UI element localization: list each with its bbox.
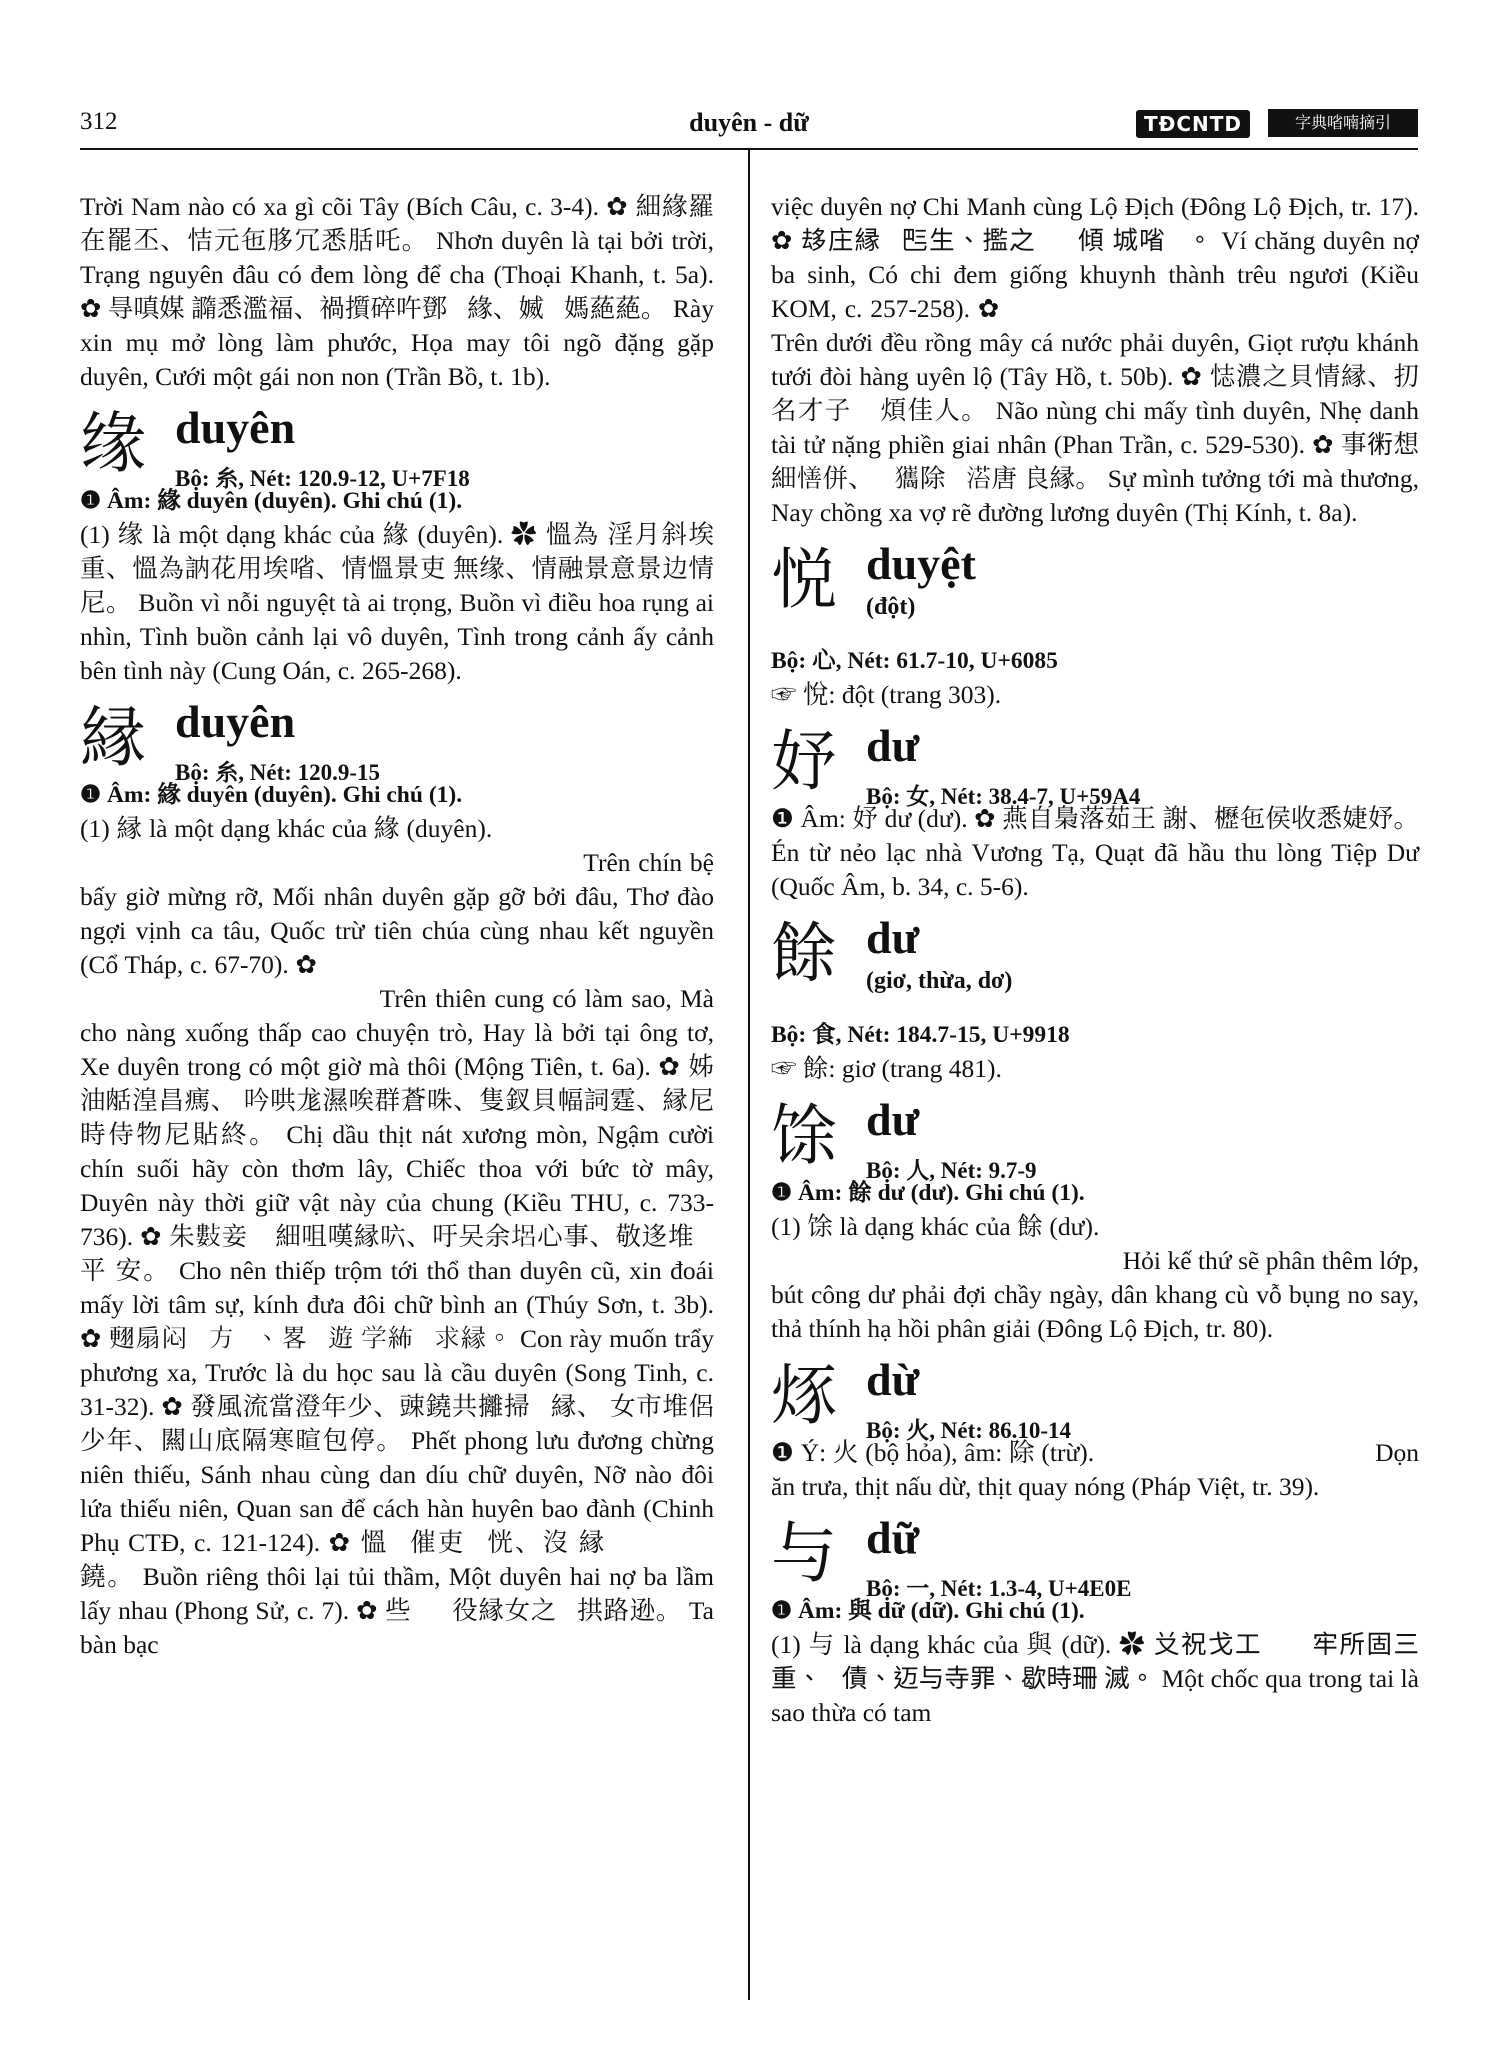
headword-character: 縁 [80,699,146,776]
left-column [80,190,714,1662]
headword: duyên [175,402,296,453]
cross-reference: ☞ 餘: giơ (trang 481). [771,1054,1002,1083]
headword-character: 烼 [771,1357,837,1434]
pronunciation-line: ❶ Âm: 餘 dư (dư). Ghi chú (1). [771,1180,1085,1206]
headword: dữ [866,1512,920,1563]
page-header [80,108,1418,144]
headword-character: 妤 [771,723,837,800]
entry-body: ❶ Ý: 火 (bộ hỏa), âm: 除 (trừ). ✿ 𢵯咹𣇞、𦧘焒烼、𦧘焠濃。 Dọn ăn trưa, thịt nấu dừ, thịt quay nóng (Pháp Việt, tr. 39). [771,1438,1419,1501]
radical-info: Bộ: 人, Nét: 9.7-9 [866,1158,1037,1183]
entry-body: ❶ Âm: 妤 dư (dư). ✿ 燕自梟落茹王 謝、櫪㐌侯收悉婕妤。 Én từ nẻo lạc nhà Vương Tạ, Quạt đã hầu thu lòng Tiệp Dư (Quốc Âm, b. 34, c. 5-6). [771,804,1419,901]
publisher-logo: TĐCNTD [1136,110,1250,138]
entry-body: (1) 馀 là dạng khác của 餘 (dư). ✿ 𡃍継次𠊛分 添垃、筆公馀沛待𠃅𢮿、民康衢撫膝飯醛、 且咱下𡃍分解。 Hỏi kế thứ sẽ phân thêm lớp, bút công dư phải đợi chầy ngày, dân khang cù vỗ bụng no say, thả thính hạ hồi phân giải (Đông Lộ Địch, tr. 80). [771,1212,1419,1343]
pronunciation-line: ❶ Âm: 緣 duyên (duyên). Ghi chú (1). [80,488,463,514]
entry-head [771,1354,1419,1443]
headword: dư [866,912,920,963]
headword-character: 与 [771,1515,837,1592]
entry-head [771,914,1419,1018]
headword-variant: (giơ, thừa, dơ) [866,968,1013,994]
radical-info: Bộ: 食, Nét: 184.7-15, U+9918 [771,1022,1070,1048]
running-title: duyên - dữ [689,108,809,137]
entry-head [771,720,1419,809]
page-number: 312 [80,108,118,135]
continued-text: việc duyên nợ Chi Manh cùng Lộ Địch (Đông Lộ Địch, tr. 17). ✿ 𠫾庄縁𡢐𠀧生、㩜之𢬣𢲨傾 城㗂𩂏。 Ví chăng duyên nợ ba sinh, Có chi đem giống khuynh thành trêu ngươi (Kiều KOM, c. 257-258). ✿ 𨖅𣎃調𥋏𨔍𨅸渃沛縁、湥醖慶洒隊 行鴛鷺。 Trên dưới đều rồng mây cá nước phải duyên, Giọt rượu khánh tưới đòi hàng uyên lộ (Tây Hồ, t. 50b). ✿ 𢙺濃之貝情縁、㧅名才子 𥖑煩佳人。 Não nùng chi mấy tình duyên, Nhẹ danh tài tử nặng phiền giai nhân (Phan Trần, c. 529-530). ✿ 事𧗱想細𢢆併、𤷱𤣑除𡞕𣹓唐 良縁。 Sự mình tưởng tới mà thương, Nay chồng xa vợ rẽ đường lương duyên (Thị Kính, t. 8a). [771,192,1419,527]
headword: dư [866,1094,920,1145]
entry-body: (1) 缘 là một dạng khác của 緣 (duyên). ✿ 慍為 淫月斜埃重、慍為訥花用埃㗂、情慍景吏 無缘、情融景意景边情尼。 Buồn vì nỗi nguyệt tà ai trọng, Buồn vì điều hoa rụng ai nhìn, Tình buồn cảnh lại vô duyên, Tình trong cảnh ấy cảnh bên tình này (Cung Oán, c. 265-268). [80,520,714,685]
pronunciation-line: ❶ Âm: 與 dữ (dữ). Ghi chú (1). [771,1598,1085,1624]
headword-character: 悦 [771,541,837,618]
continued-text: Trời Nam nào có xa gì cõi Tây (Bích Câu, c. 3-4). ✿ 細緣羅在罷丕、恄元㐌䏧冗悉䏦吒。 Nhơn duyên là tại bởi trời, Trạng nguyên đâu có đem lòng để cha (Thoại Khanh, t. 5a). ✿ 㝵嗔媒 䜏悉濫福、禍㩫碎吘鄧𨀈緣、媙𡤔媽蕝蕝。 Rày xin mụ mở lòng làm phước, Họa may tôi ngõ đặng gặp duyên, Cưới một gái non non (Trần Bồ, t. 1b). [80,192,714,391]
radical-info: Bộ: 糸, Nét: 120.9-15 [175,760,381,785]
entry-head [80,402,714,491]
headword-character: 餘 [771,915,837,992]
radical-info: Bộ: 一, Nét: 1.3-4, U+4E0E [866,1576,1132,1601]
entry-body: (1) 縁 là một dạng khác của 緣 (duyên). ✿ 𨖅尨 陛閉除恩吕、㛪姻縁及擇黜兊、詩桃㖀咏 歌奏、國儲仙主共鐃结願。 Trên chín bệ bấy giờ mừng rỡ, Mối nhân duyên gặp gỡ bởi đâu, Thơ đào ngợi vịnh ca tâu, Quốc trừ tiên chúa cùng nhau kết nguyền (Cổ Tháp, c. 67-70). ✿ 𨖅天宫 固𡗋牢。麻朱娘毫陼高傳啊、能罒黜在翁 絲、車縁中固𠀧𣉹麻催。 Trên thiên cung có làm sao, Mà cho nàng xuống thấp cao chuyện trò, Hay là bởi tại ông tơ, Xe duyên trong có một giờ mà thôi (Mộng Tiên, t. 6a). ✿ 姊油𦧘湟昌㾺、 吟哄尨濕唉群蒼咮、隻釵貝幅詞霆、縁尼 時侍物尼貼終。 Chị dầu thịt nát xương mòn, Ngậm cười chín suối hãy còn thơm lây, Chiếc thoa với bức tờ mây, Duyên này thời giữ vật này của chung (Kiều THU, c. 733-736). ✿ 朱𢿘妾𣻆 細咀嘆縁𠯿、吁㕦余𡋿心事、敬迻堆𥪝平 安。 Cho nên thiếp trộm tới thổ than duyên cũ, xin đoái mấy lời tâm sự, kính đưa đôi chữ bình an (Thúy Sơn, t. 3b). ✿ 𦑃扇闷𠹾方𨖲、畧𦋦遊 学𥿠𦋦求縁。 Con rày muốn trẩy phương xa, Trước là du học sau là cầu duyên (Song Tinh, c. 31-32). ✿ 發風流當澄年少、䜹鐃共攡掃𥪝縁、 女市堆侶少年、闗山底隔寒暄包停。 Phết phong lưu đương chừng niên thiếu, Sánh nhau cùng dan díu chữ duyên, Nỡ nào đôi lứa thiếu niên, Quan san để cách hàn huyên bao đành (Chinh Phụ CTĐ, c. 121-124). ✿ 慍𥙩催吏𢣂恍、沒 縁𠄩𡢐𠀧𣑳𢭂鐃。 Buồn riêng thôi lại tủi thầm, Một duyên hai nợ ba lầm lấy nhau (Phong Sử, c. 7). ✿ 些𢴑𥒥役縁女之𦝄拱路逊。 Ta bàn bạc [80,814,714,1659]
entry-body: (1) 与 là dạng khác của 與 (dữ). ✿ 𠬠祝戈工𦖑 𠀲牢所固三重、𤷱債、迈与寺罪、歇時珊 滅。 Một chốc qua trong tai là sao thừa có tam [771,1630,1419,1727]
entry-head [80,696,714,785]
right-column [771,190,1419,1730]
headword-character: 缘 [80,405,146,482]
pronunciation-line: ❶ Âm: 緣 duyên (duyên). Ghi chú (1). [80,782,463,808]
radical-info: Bộ: 心, Nét: 61.7-10, U+6085 [771,648,1058,674]
headword: dừ [866,1354,920,1405]
headword: duyên [175,696,296,747]
radical-info: Bộ: 女, Nét: 38.4-7, U+59A4 [866,784,1141,809]
radical-info: Bộ: 糸, Nét: 120.9-12, U+7F18 [175,466,470,491]
entry-head [771,540,1419,644]
headword-character: 馀 [771,1097,837,1174]
entry-head [771,1512,1419,1601]
headword: dư [866,720,920,771]
dictionary-logo: 字典㗂喃摘引 [1268,109,1418,137]
headword-variant: (đột) [866,594,916,620]
cross-reference: ☞ 悅: đột (trang 303). [771,680,1002,709]
headword: duyệt [866,538,976,589]
column-divider [748,150,750,2000]
radical-info: Bộ: 火, Nét: 86.10-14 [866,1418,1072,1443]
entry-head [771,1094,1419,1183]
